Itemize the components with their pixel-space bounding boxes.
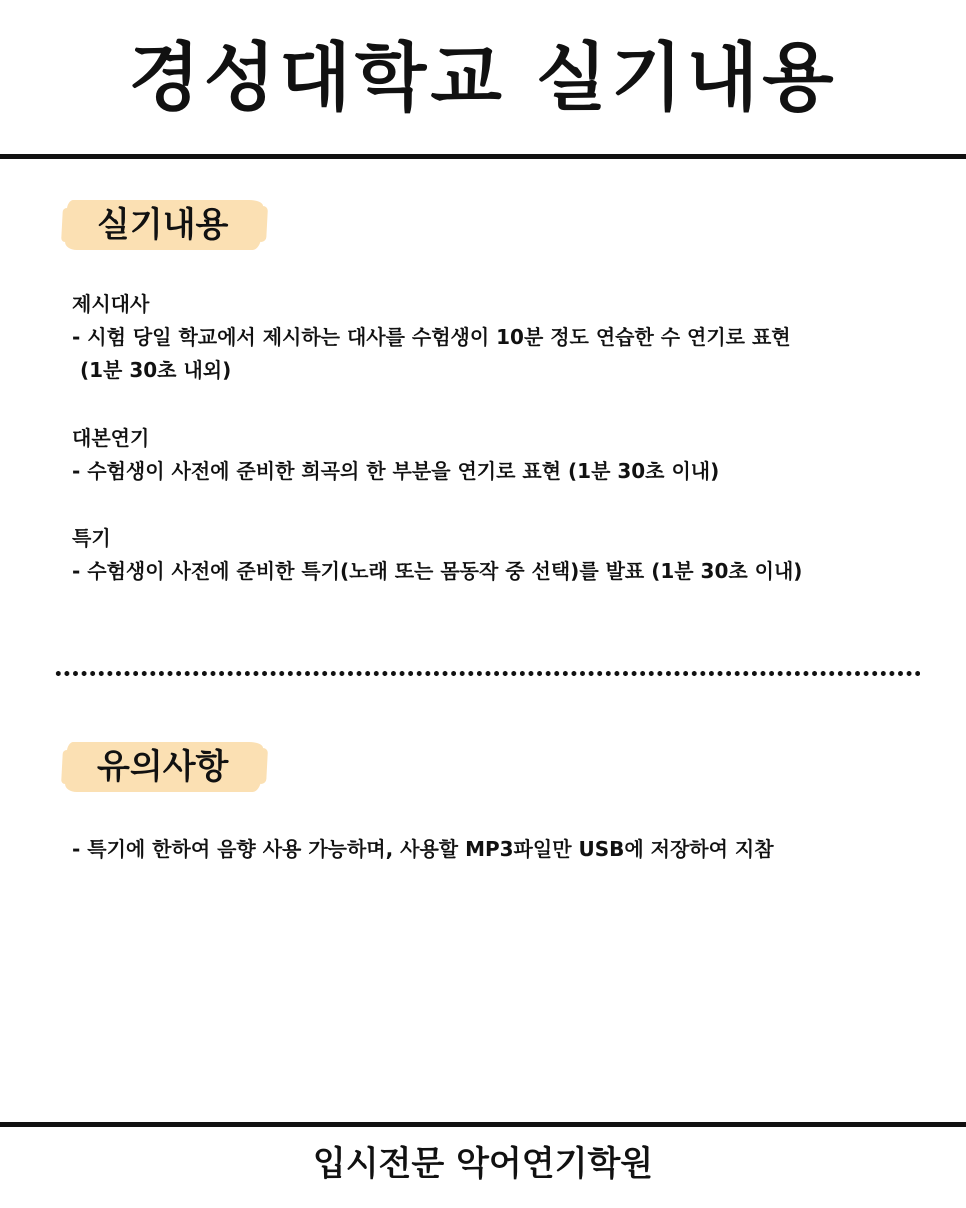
top-divider (0, 154, 966, 159)
page-title: 경성대학교 실기내용 (128, 35, 838, 121)
note-item (72, 833, 932, 866)
practical-item (72, 288, 932, 387)
practical-item (72, 422, 932, 488)
section-heading-label: 유의사항 (97, 747, 229, 787)
dotted-divider (54, 670, 920, 677)
item-title: 특기 (72, 526, 111, 550)
practical-item (72, 522, 932, 588)
item-description-continued: (1분 30초 내외) (80, 358, 232, 382)
item-title: 대본연기 (72, 426, 150, 450)
item-title: 제시대사 (72, 292, 150, 316)
note-text: - 특기에 한하여 음향 사용 가능하며, 사용할 MP3파일만 USB에 저장하여 지참 (72, 837, 774, 861)
item-description: - 수험생이 사전에 준비한 희곡의 한 부분을 연기로 표현 (1분 30초 이내) (72, 459, 720, 483)
footer-text: 입시전문 악어연기학원 (312, 1144, 654, 1184)
section-heading-label: 실기내용 (97, 205, 229, 245)
section-heading-notes (66, 738, 262, 794)
item-description: - 수험생이 사전에 준비한 특기(노래 또는 몸동작 중 선택)를 발표 (1분 30초 이내) (72, 559, 803, 583)
section-heading-practical (66, 196, 262, 252)
bottom-divider (0, 1122, 966, 1127)
item-description: - 시험 당일 학교에서 제시하는 대사를 수험생이 10분 정도 연습한 수 연기로 표현 (72, 325, 791, 349)
